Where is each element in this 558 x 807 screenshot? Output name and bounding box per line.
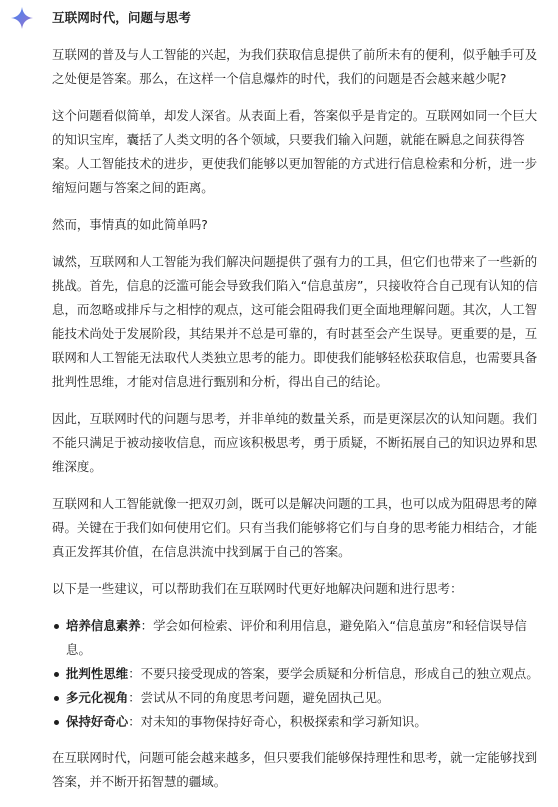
list-item-text: 尝试从不同的角度思考问题，避免固执己见。 [140, 690, 390, 705]
list-item-term: 培养信息素养 [66, 618, 141, 633]
list-item-separator: ： [128, 690, 141, 705]
list-item [52, 710, 542, 734]
list-item-text: 不要只接受现成的答案，要学会质疑和分析信息，形成自己的独立观点。 [140, 666, 539, 681]
list-item-text: 对未知的事物保持好奇心，积极探索和学习新知识。 [140, 714, 427, 729]
list-item-text: 学会如何检索、评价和利用信息，避免陷入“信息茧房”和轻信误导信息。 [66, 618, 527, 657]
list-item [52, 662, 542, 686]
list-item-separator: ： [128, 666, 141, 681]
list-item [52, 614, 542, 662]
gemini-sparkle-icon [10, 6, 34, 30]
list-item-term: 多元化视角 [66, 690, 129, 705]
paragraph-surface: 这个问题看似简单，却发人深省。从表面上看，答案似乎是肯定的。互联网如同一个巨大的知识宝库，囊括了人类文明的各个领域，只要我们输入问题，就能在瞬息之间获得答案。人工智能技术的进步，更使我们能够以更加智能的方式进行信息检索和分析，进一步缩短问题与答案之间的距离。 [52, 108, 538, 195]
paragraph-question: 然而，事情真的如此简单吗? [52, 217, 208, 232]
response-title: 互联网时代，问题与思考 [52, 10, 192, 25]
paragraph-closing: 在互联网时代，问题可能会越来越多，但只要我们能够保持理性和思考，就一定能够找到答案，并不断开拓智慧的疆域。 [52, 750, 538, 789]
list-item-separator: ： [140, 618, 154, 633]
list-item [52, 686, 542, 710]
paragraph-suggestions-intro: 以下是一些建议，可以帮助我们在互联网时代更好地解决问题和进行思考： [52, 581, 463, 596]
list-item-term: 保持好奇心 [66, 714, 129, 729]
paragraph-intro: 互联网的普及与人工智能的兴起，为我们获取信息提供了前所未有的便利，似乎触手可及之处便是答案。那么，在这样一个信息爆炸的时代，我们的问题是否会越来越少呢? [52, 47, 538, 86]
paragraph-double-edged: 互联网和人工智能就像一把双刃剑，既可以是解决问题的工具，也可以成为阻碍思考的障碍。关键在于我们如何使用它们。只有当我们能够将它们与自身的思考能力相结合，才能真正发挥其价值，在信息洪流中找到属于自己的答案。 [52, 496, 538, 559]
paragraph-challenges: 诚然，互联网和人工智能为我们解决问题提供了强有力的工具，但它们也带来了一些新的挑战。首先，信息的泛滥可能会导致我们陷入“信息茧房”，只接收符合自己现有认知的信息，而忽略或排斥与之相悖的观点，这可能会阻碍我们更全面地理解问题。其次，人工智能技术尚处于发展阶段，其结果并不总是可靠的，有时甚至会产生误导。更重要的是，互联网和人工智能无法取代人类独立思考的能力。即使我们能够轻松获取信息，也需要具备批判性思维，才能对信息进行甄别和分析，得出自己的结论。 [52, 254, 538, 389]
suggestion-list [52, 614, 542, 734]
response-content [52, 8, 542, 807]
list-item-separator: ： [128, 714, 141, 729]
list-item-term: 批判性思维 [66, 666, 129, 681]
paragraph-therefore: 因此，互联网时代的问题与思考，并非单纯的数量关系，而是更深层次的认知问题。我们不能只满足于被动接收信息，而应该积极思考，勇于质疑，不断拓展自己的知识边界和思维深度。 [52, 411, 538, 474]
